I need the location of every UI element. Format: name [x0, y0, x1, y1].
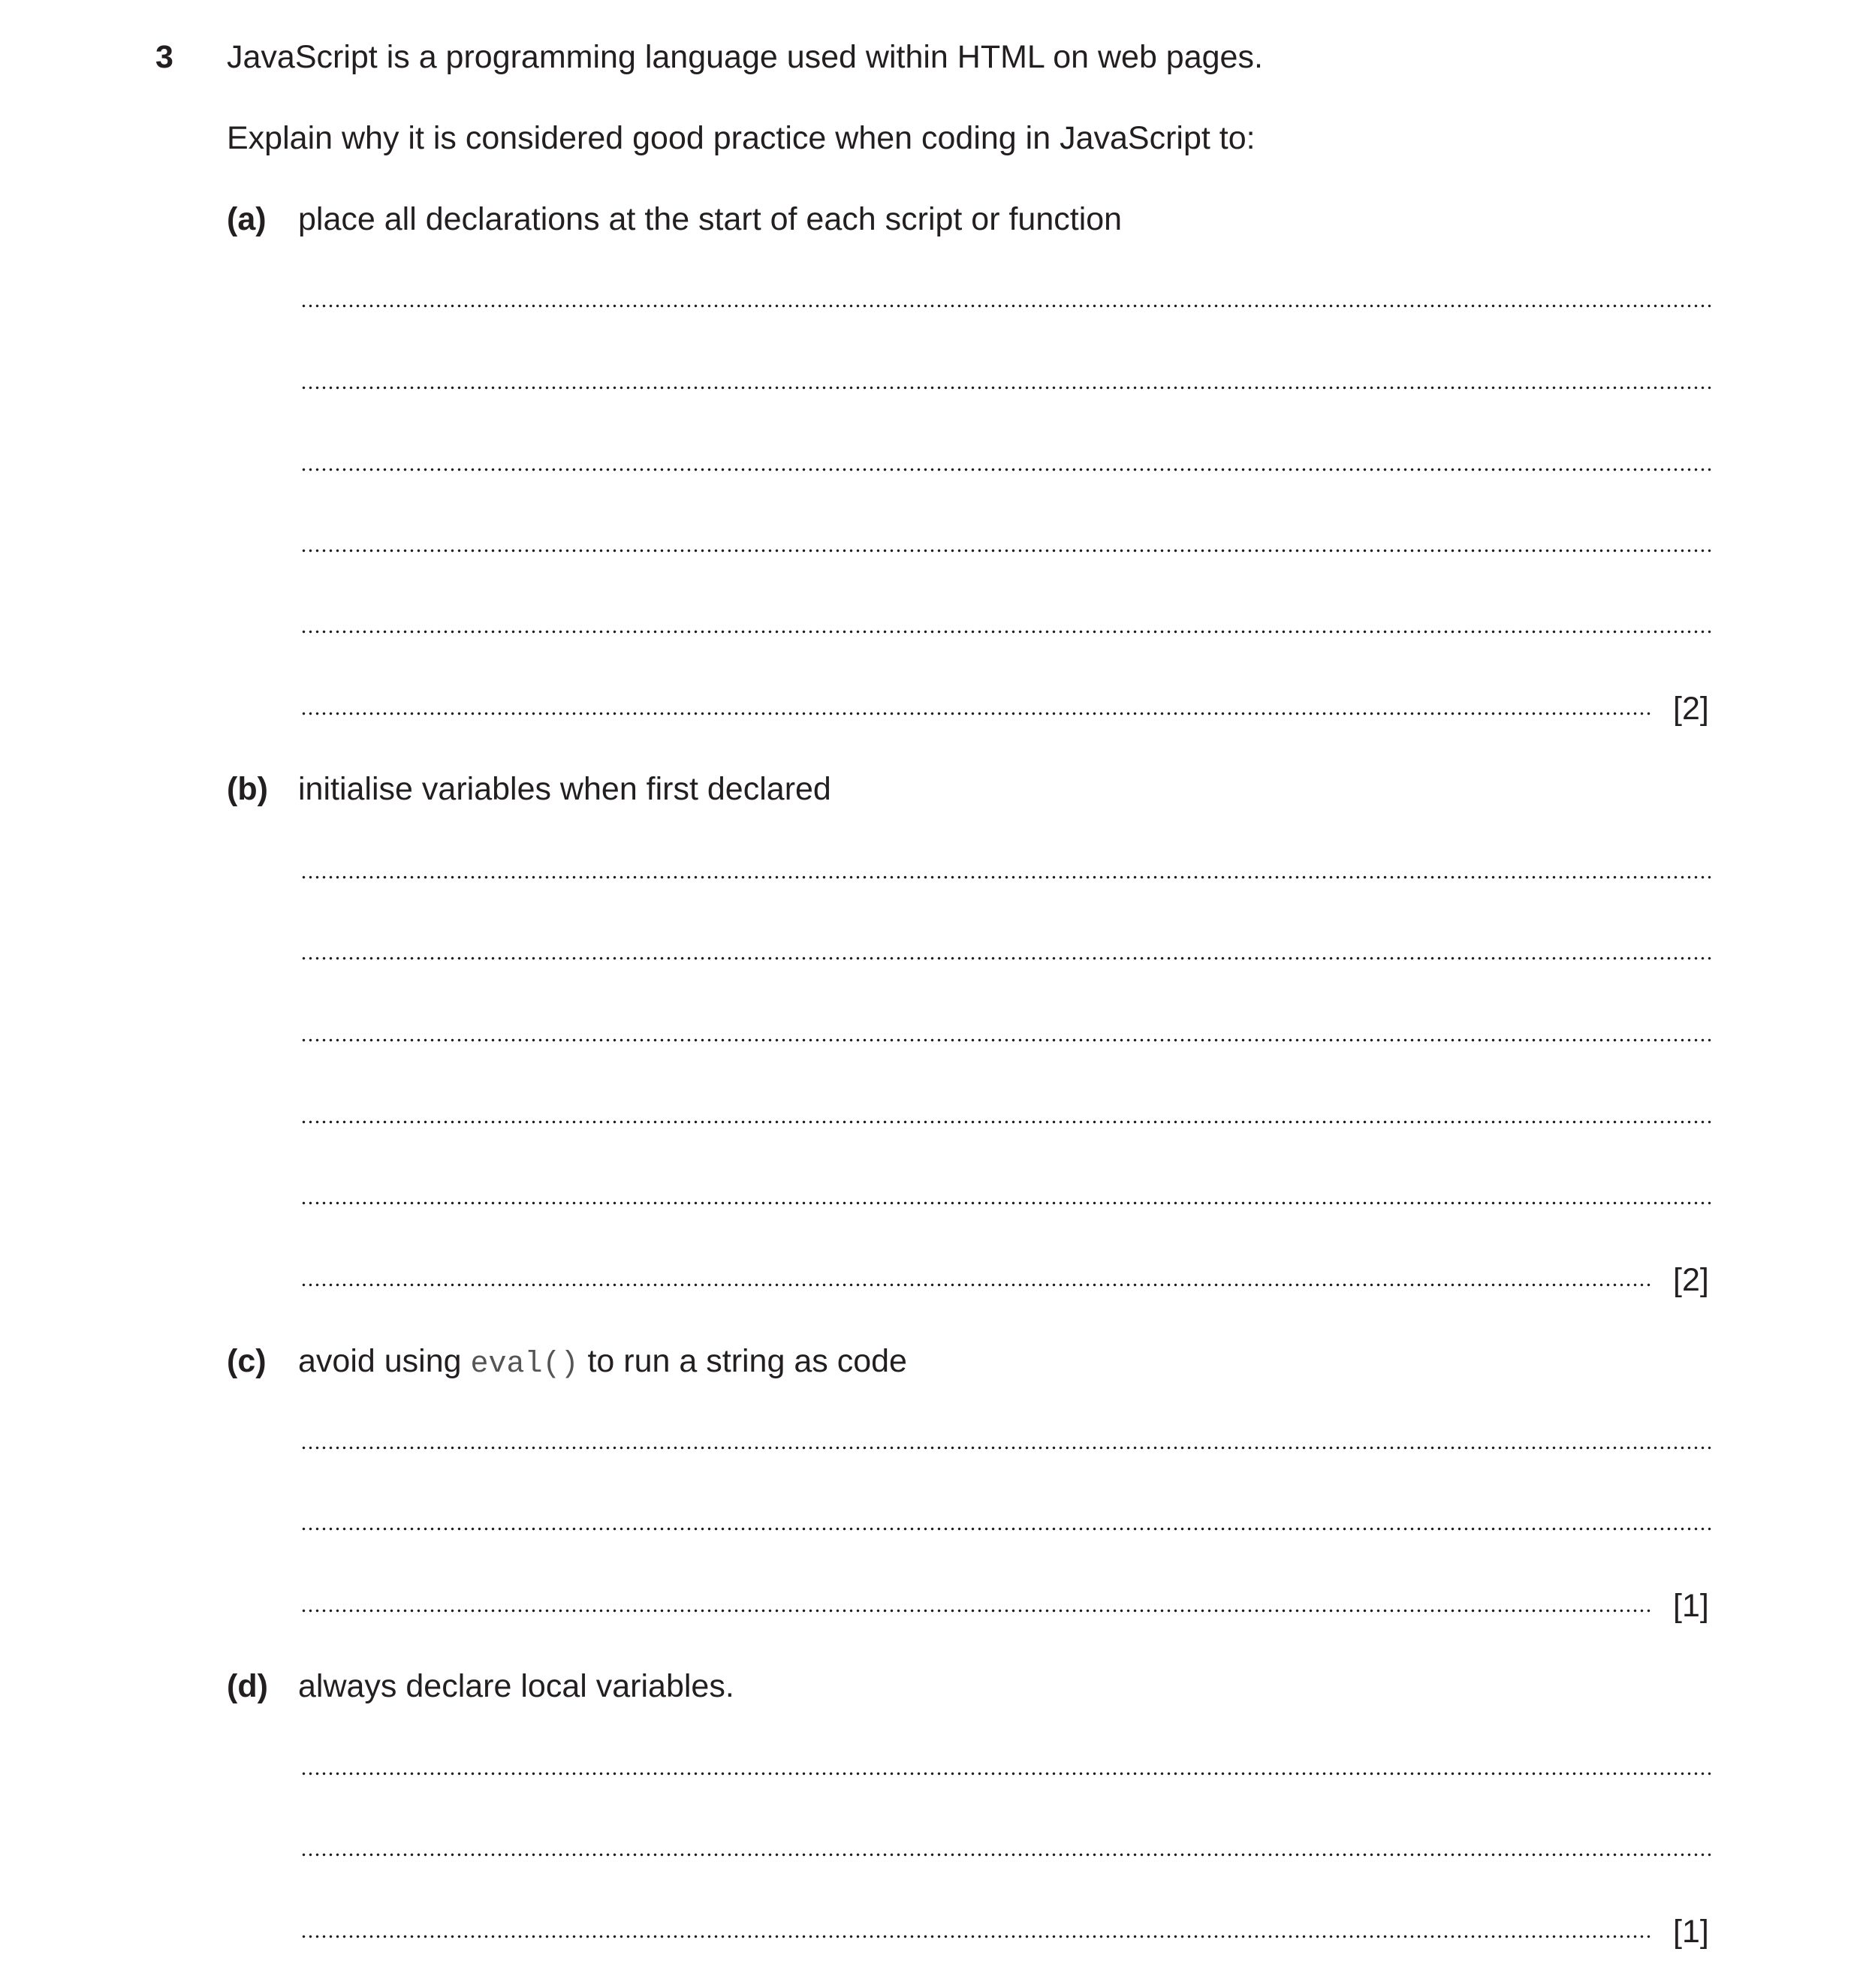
part-c-label: (c)	[227, 1343, 267, 1379]
part-b-text: initialise variables when first declared	[298, 771, 831, 807]
answer-line[interactable]	[300, 712, 1652, 715]
part-a-marks: [2]	[1673, 691, 1709, 727]
answer-line[interactable]	[300, 1609, 1652, 1613]
part-d-marks: [1]	[1673, 1914, 1709, 1950]
part-d-label: (d)	[227, 1668, 268, 1704]
answer-line[interactable]	[300, 1201, 1712, 1205]
answer-line[interactable]	[300, 1120, 1712, 1124]
part-d-text: always declare local variables.	[298, 1668, 734, 1704]
question-instruction: Explain why it is considered good practice when coding in JavaScript to:	[227, 120, 1256, 156]
answer-line[interactable]	[300, 304, 1712, 308]
answer-line[interactable]	[300, 630, 1712, 634]
answer-line[interactable]	[300, 875, 1712, 879]
answer-line[interactable]	[300, 549, 1712, 553]
answer-line[interactable]	[300, 1527, 1712, 1531]
part-a-text: place all declarations at the start of each script or function	[298, 201, 1123, 237]
part-c-marks: [1]	[1673, 1588, 1709, 1624]
part-c-text	[298, 1340, 907, 1386]
answer-line[interactable]	[300, 386, 1712, 390]
part-b-marks: [2]	[1673, 1262, 1709, 1298]
part-a-label: (a)	[227, 201, 267, 237]
answer-line[interactable]	[300, 1038, 1712, 1042]
answer-line[interactable]	[300, 1283, 1652, 1287]
answer-line[interactable]	[300, 1446, 1712, 1450]
question-intro: JavaScript is a programming language used within HTML on web pages.	[227, 39, 1263, 75]
eval-code: eval()	[470, 1348, 579, 1381]
answer-line[interactable]	[300, 1935, 1652, 1938]
part-c-text-before: avoid using	[298, 1343, 471, 1379]
answer-line[interactable]	[300, 1853, 1712, 1857]
part-c-text-after: to run a string as code	[578, 1343, 907, 1379]
answer-line[interactable]	[300, 1772, 1712, 1776]
question-number: 3	[155, 39, 173, 75]
answer-line[interactable]	[300, 468, 1712, 471]
answer-line[interactable]	[300, 956, 1712, 960]
part-b-label: (b)	[227, 771, 268, 807]
